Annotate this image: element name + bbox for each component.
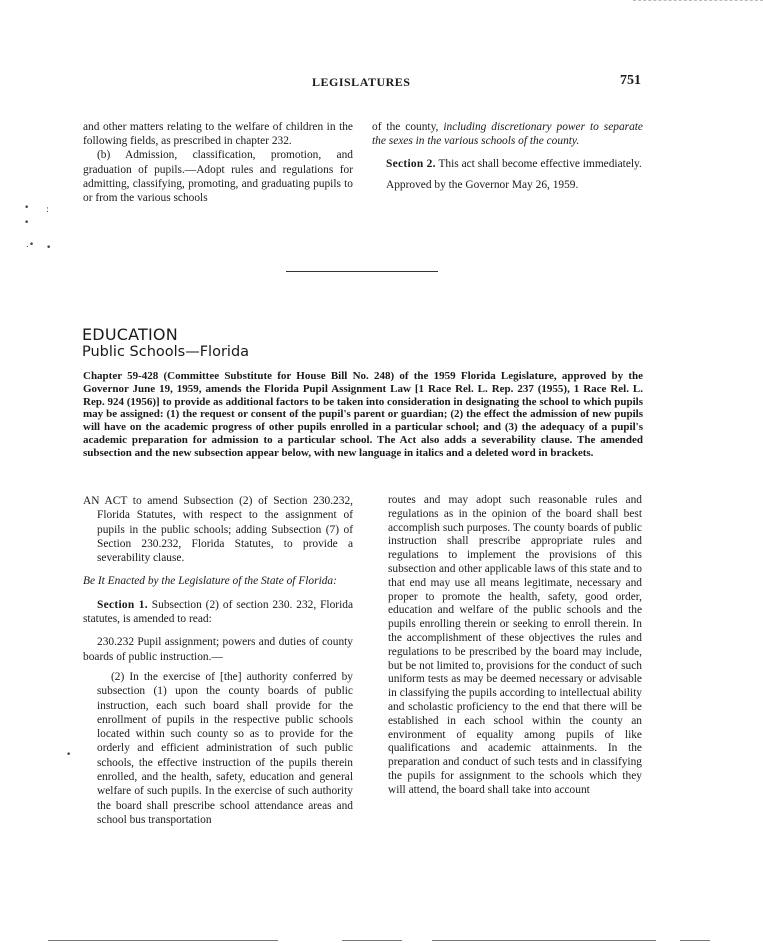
section-2-paragraph [372, 157, 643, 171]
enacting-clause: Be It Enacted by the Legislature of the State of Florida: [83, 575, 337, 588]
headnote: Chapter 59-428 (Committee Substitute for House Bill No. 248) of the 1959 Florida Legislature, approved by the Governor June 19, 1959, amends the Florida Pupil Assignment Law [1 Race Rel. L. Rep. 237 (1955), 1 Race Rel. L. Rep. 924 (1956)] to provide as additional factors to be taken into consideration in designating the school to which pupils may be assigned: (1) the request or consent of the pupil's parent or guardian; (2) the effect the admission of new pupils will have on the academic progress of other pupils enrolled in a particular school; and (3) the adequacy of a pupil's academic preparation for admission to a particular school. The Act also adds a severability clause. The amended subsection and the new subsection appear below, with new language in italics and a deleted word in brackets. [83, 370, 643, 459]
county-text: of the county, [372, 121, 444, 133]
top-left-column [83, 120, 353, 205]
page-number: 751 [620, 73, 641, 88]
top-left-paragraph-2: (b) Admission, classification, promotion, and graduation of pupils.—Adopt rules and regulations for admitting, classifying, promoting, and graduating pupils to or from the various schools [83, 149, 353, 205]
statute-heading: 230.232 Pupil assignment; powers and duties of county boards of public instruction.— [83, 636, 353, 663]
margin-mark: .• [26, 240, 35, 250]
new-language-italic: including discretionary power to separate the sexes in the various schools of the county. [372, 121, 643, 148]
section-1-label: Section 1. [97, 598, 148, 611]
scan-edge-marks [633, 0, 763, 3]
act-title: AN ACT to amend Subsection (2) of Section 230.232, Florida Statutes, with respect to the assignment of pupils in the public schools; adding Subsection (7) of Section 230.232, Florida Statutes, to provide a severability clause. [83, 495, 353, 565]
section-2-label: Section 2. [386, 158, 436, 171]
running-head: LEGISLATURES [312, 75, 411, 89]
subsection-2-continued: routes and may adopt such reasonable rules and regulations as in the opinion of the board shall best accomplish such purposes. The county boards of public instruction shall prescribe appropriate rules and regulations to implement the provisions of this subsection and other applicable laws of this state and to that end may use all means legitimate, necessary and proper to promote the health, safety, good order, education and welfare of the public schools and the pupils enrolling therein or seeking to enroll therein. In the accomplishment of these objectives the rules and regulations to be prescribed by the board may include, but be not limited to, provisions for the conduct of such uniform tests as may be deemed necessary or advisable in classifying the pupils according to intellectual ability and scholastic proficiency to the end that there will be established in each school within the county an environment of equality among pupils of like qualifications and academic attainments. In the preparation and conduct of such tests and in classifying the pupils for assignment to the schools which they will attend, the board shall take into account [388, 494, 642, 796]
margin-mark: • [46, 243, 52, 253]
footer-rule [680, 940, 710, 941]
section-divider [286, 271, 438, 272]
margin-mark: • [66, 750, 72, 760]
section-title: EDUCATION [82, 325, 178, 344]
approval-line: Approved by the Governor May 26, 1959. [386, 178, 579, 191]
footer-rule [48, 940, 278, 941]
bottom-right-column [388, 494, 642, 798]
top-right-column [372, 120, 643, 192]
margin-mark: • [24, 218, 30, 228]
section-2-text: This act shall become effective immediately. [435, 158, 642, 171]
footer-rule [432, 940, 656, 941]
top-left-paragraph-1: and other matters relating to the welfare of children in the following fields, as prescribed in chapter 232. [83, 121, 353, 148]
footer-rule [342, 940, 402, 941]
bottom-left-column [83, 494, 353, 827]
section-subtitle: Public Schools—Florida [82, 344, 250, 360]
section-1-paragraph [83, 598, 353, 627]
subsection-2-text: (2) In the exercise of [the] authority conferred by subsection (1) upon the county boards of public instruction, each such board shall provide for the enrollment of pupils in the respective public schools located within such county so as to provide for the orderly and efficient administration of such public schools, the effective instruction of the pupils therein enrolled, and the health, safety, education and general welfare of such pupils. In the exercise of such authority the board shall prescribe school attendance areas and school bus transportation [97, 670, 353, 826]
section-1-text: Subsection (2) of section 230. 232, Florida statutes, is amended to read: [83, 598, 354, 626]
margin-mark: • [24, 203, 30, 213]
top-right-paragraph-1 [372, 120, 643, 148]
margin-mark: : [46, 205, 50, 215]
